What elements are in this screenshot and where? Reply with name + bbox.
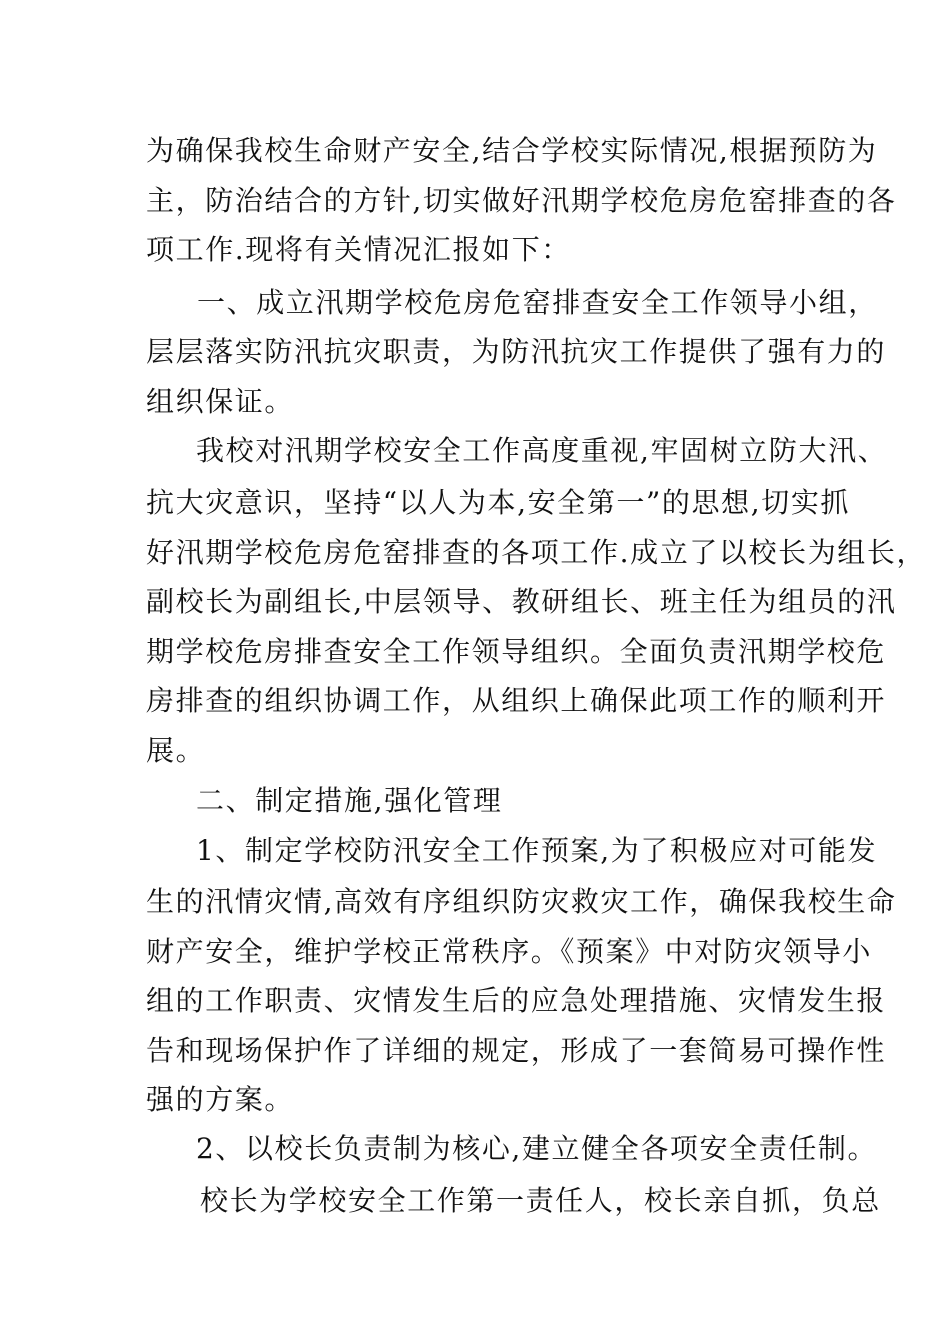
section-heading-2: 二、制定措施,强化管理 xyxy=(196,784,503,817)
body-line: 好汛期学校危房危窑排查的各项工作.成立了以校长为组长， xyxy=(146,536,927,569)
body-line: 期学校危房排查安全工作领导组织。全面负责汛期学校危 xyxy=(146,635,887,668)
body-line: 组的工作职责、灾情发生后的应急处理措施、灾情发生报 xyxy=(146,984,887,1017)
body-line: 告和现场保护作了详细的规定，形成了一套简易可操作性 xyxy=(146,1034,887,1067)
paragraph-start: 1、制定学校防汛安全工作预案,为了积极应对可能发 xyxy=(196,834,878,867)
body-line: 层层落实防汛抗灾职责，为防汛抗灾工作提供了强有力的 xyxy=(146,335,887,368)
body-line: 房排查的组织协调工作，从组织上确保此项工作的顺利开 xyxy=(146,684,887,717)
paragraph-start: 2、以校长负责制为核心,建立健全各项安全责任制。 xyxy=(196,1132,878,1165)
body-line: 展。 xyxy=(146,734,206,767)
body-line: 副校长为副组长,中层领导、教研组长、班主任为组员的汛 xyxy=(146,585,897,618)
paragraph-start: 校长为学校安全工作第一责任人，校长亲自抓，负总 xyxy=(200,1184,881,1217)
body-line: 主，防治结合的方针,切实做好汛期学校危房危窑排查的各 xyxy=(146,184,897,217)
body-line: 为确保我校生命财产安全,结合学校实际情况,根据预防为 xyxy=(146,134,878,167)
body-line: 组织保证。 xyxy=(146,385,295,418)
body-line: 财产安全，维护学校正常秩序。《预案》中对防灾领导小 xyxy=(146,935,873,968)
body-line: 生的汛情灾情,高效有序组织防灾救灾工作，确保我校生命 xyxy=(146,885,897,918)
section-heading-1: 一、成立汛期学校危房危窑排查安全工作领导小组， xyxy=(197,286,878,319)
body-line: 强的方案。 xyxy=(146,1083,295,1116)
body-line: 抗大灾意识，坚持“以人为本,安全第一”的思想,切实抓 xyxy=(146,486,851,519)
paragraph-start: 我校对汛期学校安全工作高度重视,牢固树立防大汛、 xyxy=(196,434,888,467)
body-line: 项工作.现将有关情况汇报如下： xyxy=(146,233,571,266)
